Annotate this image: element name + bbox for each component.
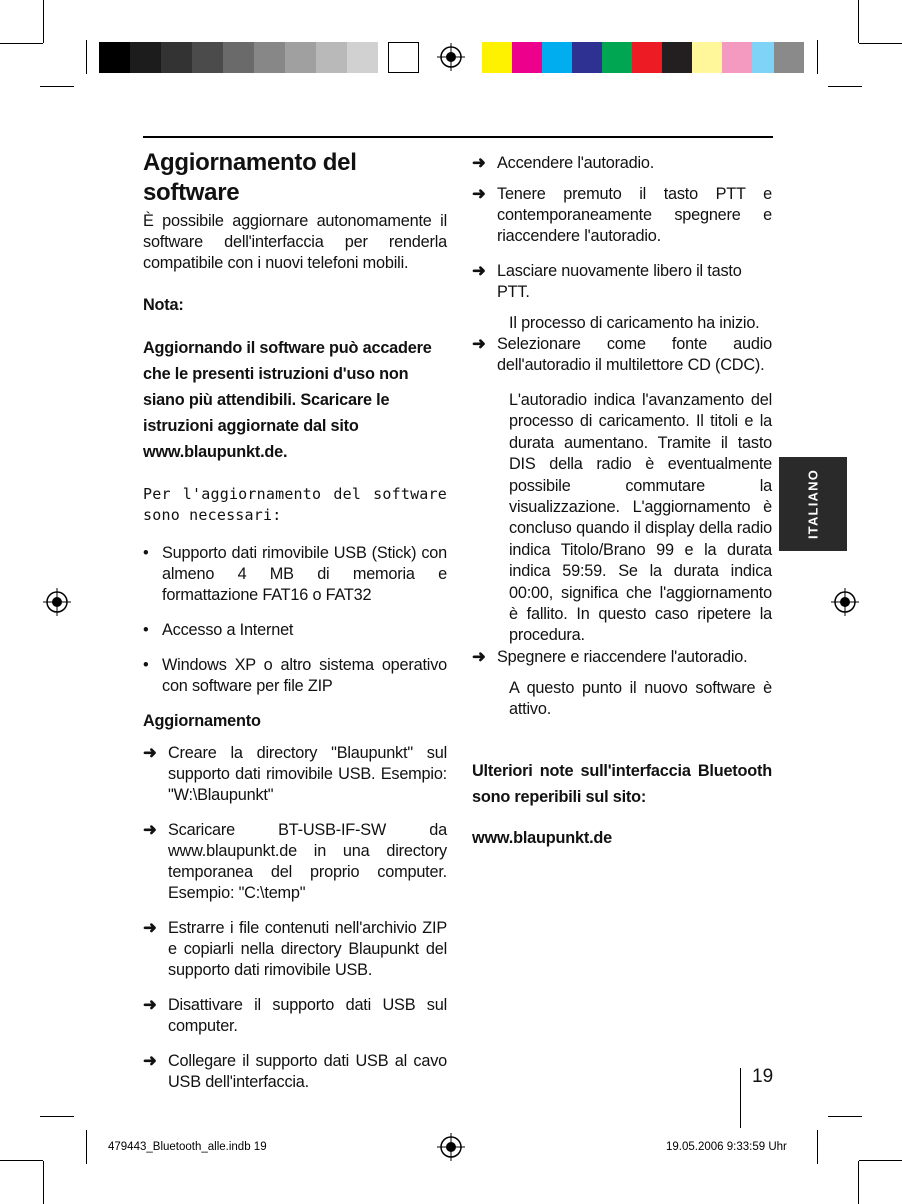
update-step: [143, 995, 447, 1037]
arrow-icon: ➜: [143, 996, 157, 1014]
gray-swatch: [254, 42, 285, 73]
update-step: [143, 918, 447, 981]
process-swatch: [482, 42, 513, 73]
list-item-text: Supporto dati rimovibile USB (Stick) con almeno 4 MB di memoria e formattazione FAT16 o FAT32: [162, 544, 447, 604]
step-text: Accendere l'autoradio.: [497, 154, 655, 172]
page-title: Aggiornamento del software: [143, 149, 357, 206]
page-number: 19: [752, 1066, 774, 1087]
list-item-text: Accesso a Internet: [162, 621, 294, 639]
step-text: Tenere premuto il tasto PTT e contemporaneamente spegnere e riaccendere l'autoradio.: [497, 185, 772, 245]
note-body: Aggiornando il software può accadere che le presenti istruzioni d'uso non siano più attendibili. Scaricare le istruzioni aggiornate dal sito www.blaupunkt.de.: [143, 339, 432, 461]
process-swatch: [722, 42, 753, 73]
update-step: [143, 743, 447, 806]
gray-swatch: [192, 42, 223, 73]
intro-paragraph: È possibile aggiornare autonomamente il software dell'interfaccia per renderla compatibile con i nuovi telefoni mobili.: [143, 212, 447, 272]
registration-mark-icon: [831, 588, 859, 616]
left-column: [143, 148, 447, 1107]
arrow-icon: ➜: [143, 744, 157, 762]
arrow-icon: ➜: [143, 1052, 157, 1070]
list-item: [143, 543, 447, 606]
bullet-icon: •: [143, 656, 149, 674]
process-swatch: [512, 42, 543, 73]
gray-swatch: [99, 42, 130, 73]
bullet-icon: •: [143, 544, 149, 562]
gray-swatch: [316, 42, 347, 73]
arrow-icon: ➜: [143, 919, 157, 937]
step-result: A questo punto il nuovo software è attivo.: [509, 678, 772, 718]
arrow-icon: ➜: [472, 262, 486, 280]
procedure-step: [472, 184, 772, 247]
arrow-icon: ➜: [143, 821, 157, 839]
further-notes: Ulteriori note sull'interfaccia Bluetooth sono reperibili sul sito:: [472, 761, 772, 806]
list-item: [143, 655, 447, 697]
note-label: Nota:: [143, 296, 184, 314]
process-swatch: [662, 42, 693, 73]
arrow-icon: ➜: [472, 335, 486, 353]
step-result: L'autoradio indica l'avanzamento del processo di caricamento. Il titoli e la durata aumentano. Tramite il tasto DIS della radio è eventualmente possibile commutare la visualizzazione. L'aggiornamento è concluso quando il display della radio indica Titolo/Brano 99 e la durata indica 59:59. Se la durata indica 00:00, significa che l'aggiornamento è fallito. In questo caso ripetere la procedura.: [509, 391, 772, 645]
header-rule: [143, 136, 773, 138]
procedure-step: [472, 153, 772, 174]
step-text: Spegnere e riaccendere l'autoradio.: [497, 647, 748, 666]
gray-swatch: [285, 42, 316, 73]
language-tab: [779, 457, 847, 551]
step-text: Lasciare nuovamente libero il tasto PTT.: [497, 262, 742, 301]
update-step: [143, 820, 447, 904]
gray-swatch: [388, 42, 419, 73]
step-text: Estrarre i file contenuti nell'archivio ZIP e copiarli nella directory Blaupunkt del supporto dati rimovibile USB.: [168, 919, 447, 979]
website-link[interactable]: www.blaupunkt.de: [472, 828, 613, 847]
step-text: Scaricare BT-USB-IF-SW da www.blaupunkt.de in una directory temporanea del proprio computer. Esempio: "C:\temp": [168, 821, 447, 902]
list-item: [143, 620, 447, 641]
process-swatch: [572, 42, 603, 73]
update-step: [143, 1051, 447, 1093]
slug-timestamp: 19.05.2006 9:33:59 Uhr: [666, 1141, 787, 1153]
right-column: [472, 153, 772, 849]
gray-swatch: [161, 42, 192, 73]
page-number-rule: [740, 1068, 741, 1128]
gray-swatch: [130, 42, 161, 73]
arrow-icon: ➜: [472, 185, 486, 203]
step-text: Collegare il supporto dati USB al cavo USB dell'interfaccia.: [168, 1052, 447, 1091]
slug-file: 479443_Bluetooth_alle.indb 19: [108, 1141, 267, 1153]
step-text: Creare la directory "Blaupunkt" sul supporto dati rimovibile USB. Esempio: "W:\Blaupunkt": [168, 744, 447, 804]
procedure-step: [472, 261, 772, 303]
registration-mark-icon: [437, 43, 465, 71]
step-text: Disattivare il supporto dati USB sul computer.: [168, 996, 447, 1035]
arrow-icon: ➜: [472, 647, 486, 666]
step-result: Il processo di caricamento ha inizio.: [509, 314, 760, 332]
process-swatch: [774, 42, 804, 73]
procedure-step: [472, 647, 772, 668]
registration-mark-icon: [437, 1133, 465, 1161]
process-swatch: [542, 42, 573, 73]
list-item-text: Windows XP o altro sistema operativo con software per file ZIP: [162, 656, 447, 695]
gray-swatch: [223, 42, 254, 73]
step-text: Selezionare come fonte audio dell'autoradio il multilettore CD (CDC).: [497, 335, 772, 374]
requirements-list: [143, 543, 447, 697]
language-tab-label: ITALIANO: [805, 468, 821, 540]
process-swatch: [632, 42, 663, 73]
bullet-icon: •: [143, 621, 149, 639]
requirements-intro: Per l'aggiornamento del software sono necessari:: [143, 485, 447, 524]
procedure-step: [472, 334, 772, 376]
registration-mark-icon: [43, 588, 71, 616]
process-swatch: [692, 42, 723, 73]
arrow-icon: ➜: [472, 154, 486, 172]
gray-swatch: [347, 42, 378, 73]
update-heading: Aggiornamento: [143, 712, 261, 730]
process-swatch: [602, 42, 633, 73]
